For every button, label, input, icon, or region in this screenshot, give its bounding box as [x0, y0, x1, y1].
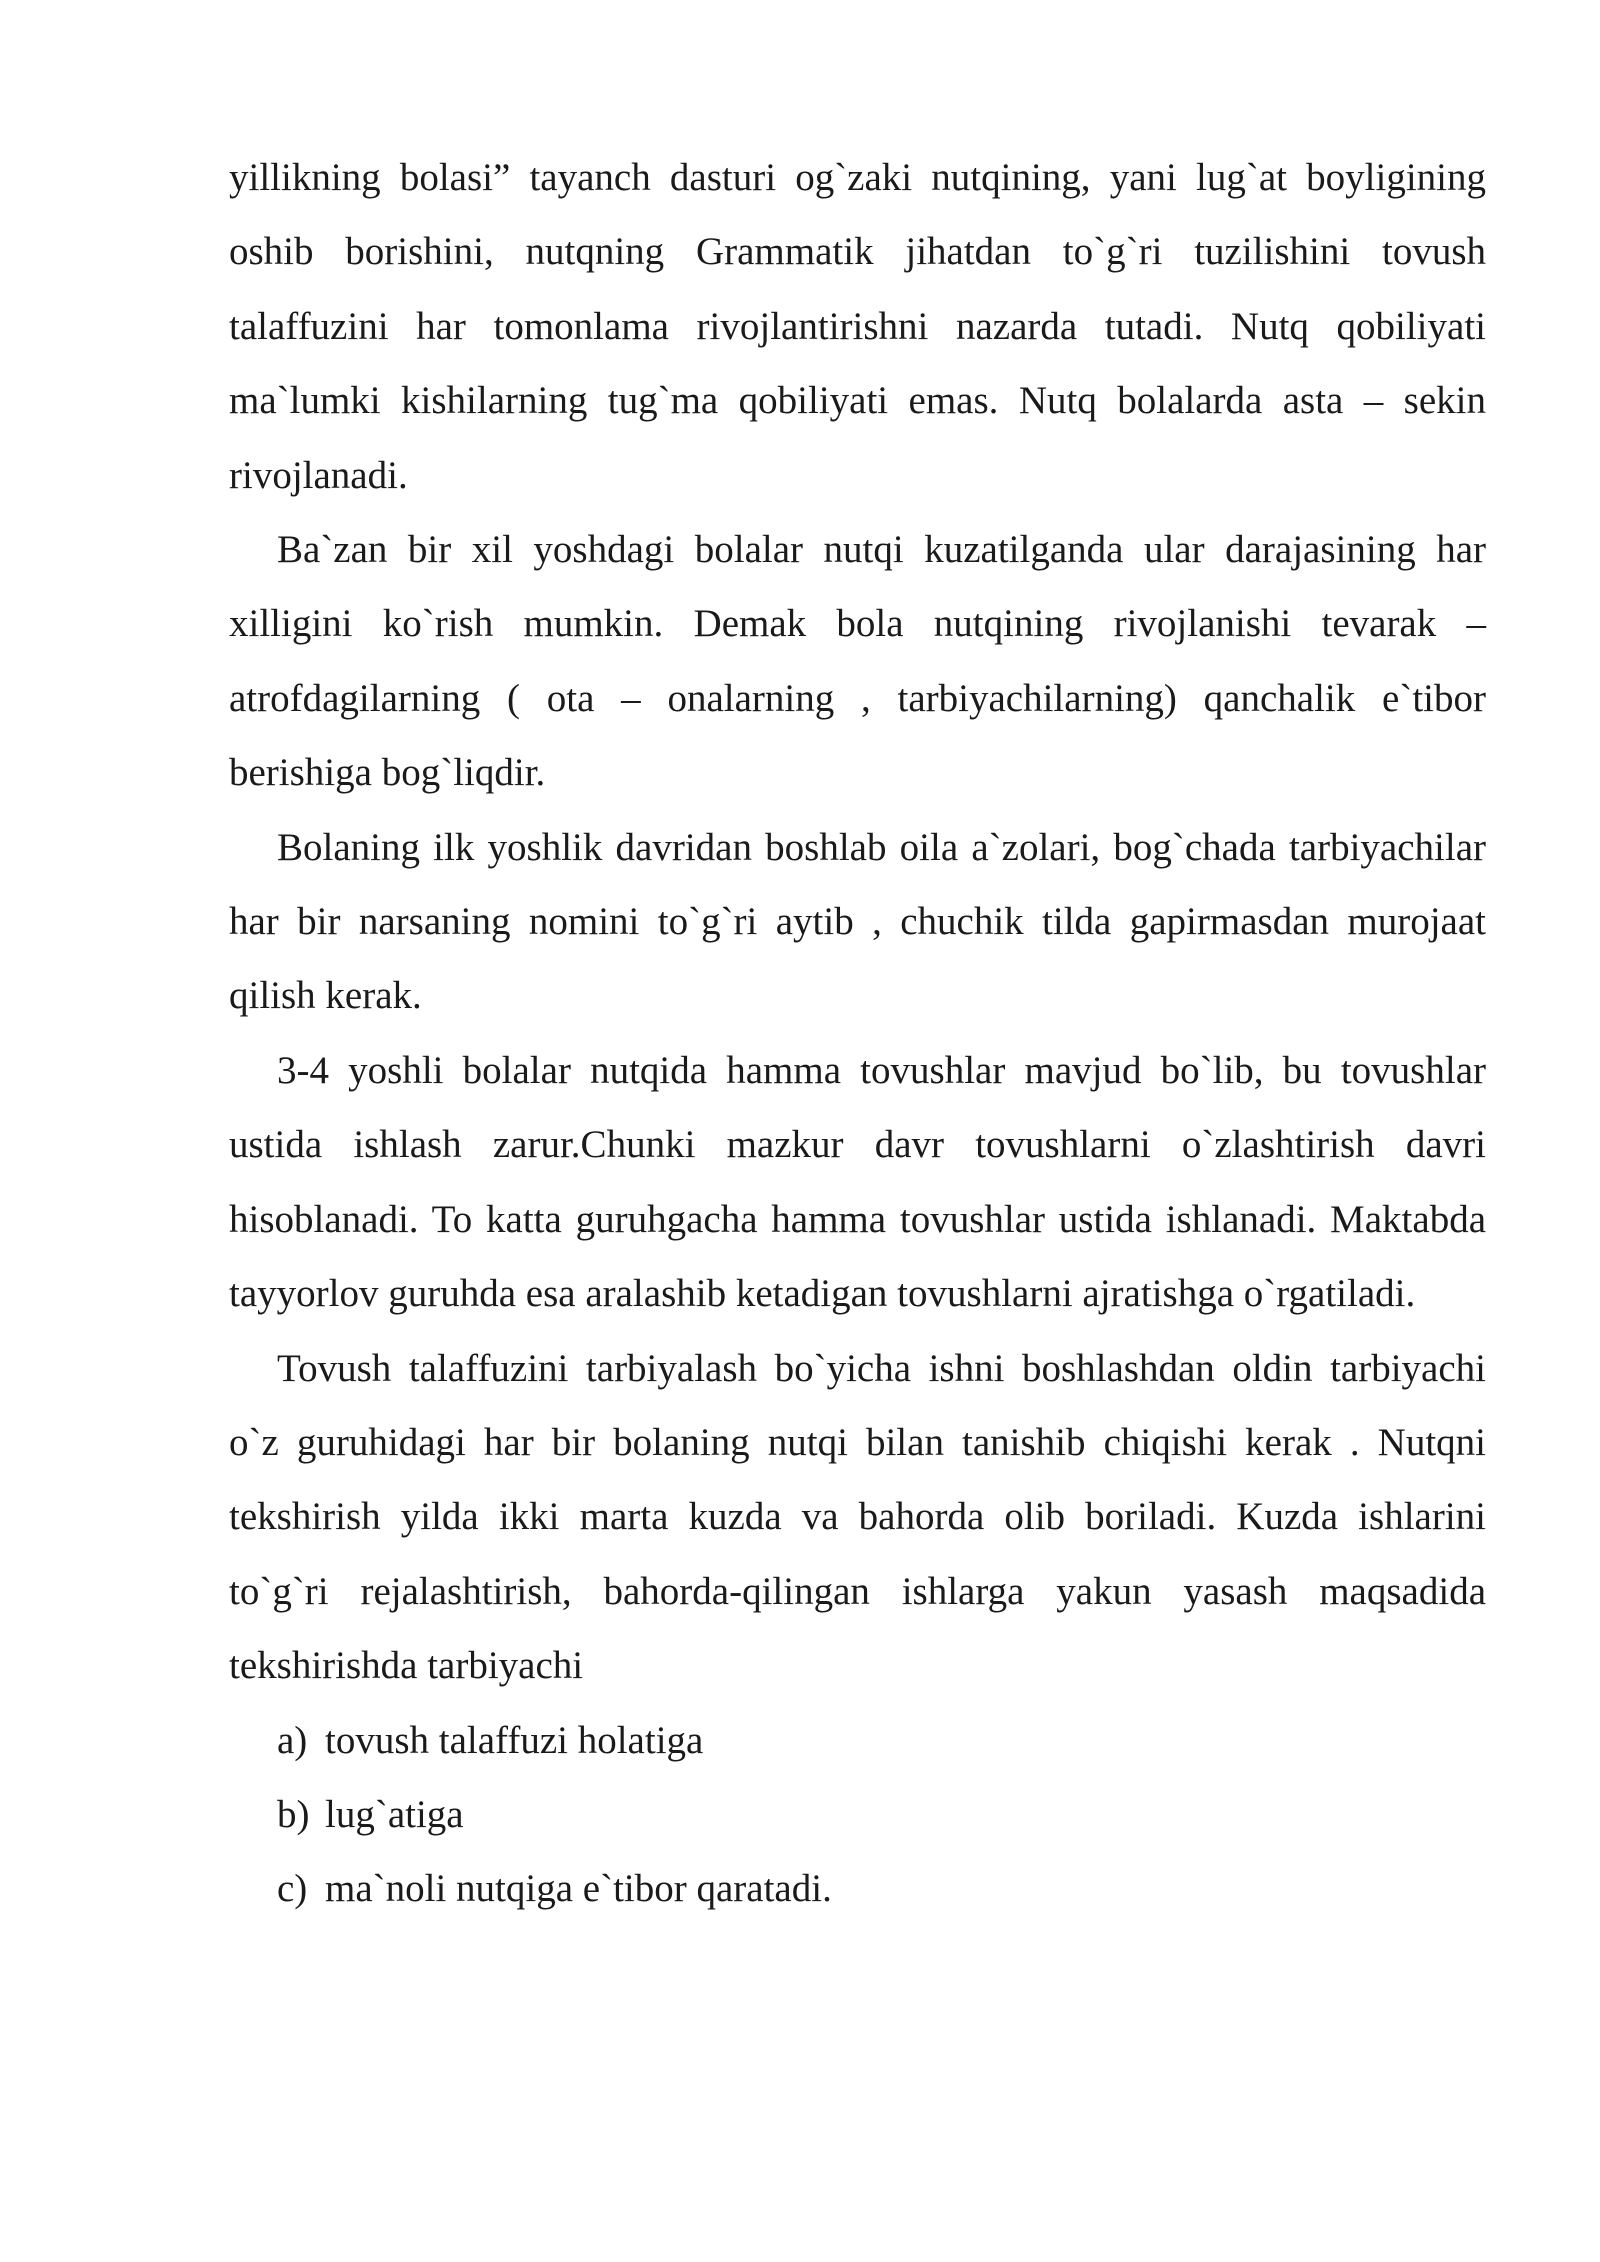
list-item-text: tovush talaffuzi holatiga	[325, 1718, 704, 1762]
paragraph: Tovush talaffuzini tarbiyalash bo`yicha ishni boshlashdan oldin tarbiyachi o`z guruhidagi har bir bolaning nutqi bilan tanishib chiqishi kerak . Nutqni tekshirish yilda ikki marta kuzda va bahorda olib boriladi. Kuzda ishlarini to`g`ri rejalashtirish, bahorda-qilingan ishlarga yakun yasash maqsadida tekshirishda tarbiyachi	[229, 1346, 1486, 1688]
paragraph: Ba`zan bir xil yoshdagi bolalar nutqi kuzatilganda ular darajasining har xilligini ko`rish mumkin. Demak bola nutqining rivojlanishi tevarak – atrofdagilarning ( ota – onalarning , tarbiyachilarning) qanchalik e`tibor berishiga bog`liqdir.	[229, 528, 1486, 795]
list-marker: b)	[277, 1792, 310, 1836]
paragraph: yillikning bolasi” tayanch dasturi og`zaki nutqining, yani lug`at boyligining oshib borishini, nutqning Grammatik jihatdan to`g`ri tuzilishini tovush talaffuzini har tomonlama rivojlantirishni nazarda tutadi. Nutq qobiliyati ma`lumki kishilarning tug`ma qobiliyati emas. Nutq bolalarda asta – sekin rivojlanadi.	[229, 156, 1486, 497]
paragraph: 3-4 yoshli bolalar nutqida hamma tovushlar mavjud bo`lib, bu tovushlar ustida ishlash zarur.Chunki mazkur davr tovushlarni o`zlashtirish davri hisoblanadi. To katta guruhgacha hamma tovushlar ustida ishlanadi. Maktabda tayyorlov guruhda esa aralashib ketadigan tovushlarni ajratishga o`rgatiladi.	[229, 1048, 1486, 1316]
list-item-text: ma`noli nutqiga e`tibor qaratadi.	[325, 1867, 832, 1911]
list-item	[229, 1778, 1486, 1852]
document-body	[229, 141, 1486, 1927]
list-item	[229, 1704, 1486, 1778]
list-marker: a)	[277, 1718, 308, 1762]
list-item-text: lug`atiga	[325, 1792, 464, 1836]
list-marker: c)	[277, 1867, 308, 1911]
list-item	[229, 1852, 1486, 1926]
paragraph: Bolaning ilk yoshlik davridan boshlab oila a`zolari, bog`chada tarbiyachilar har bir narsaning nomini to`g`ri aytib , chuchik tilda gapirmasdan murojaat qilish kerak.	[229, 825, 1486, 1018]
